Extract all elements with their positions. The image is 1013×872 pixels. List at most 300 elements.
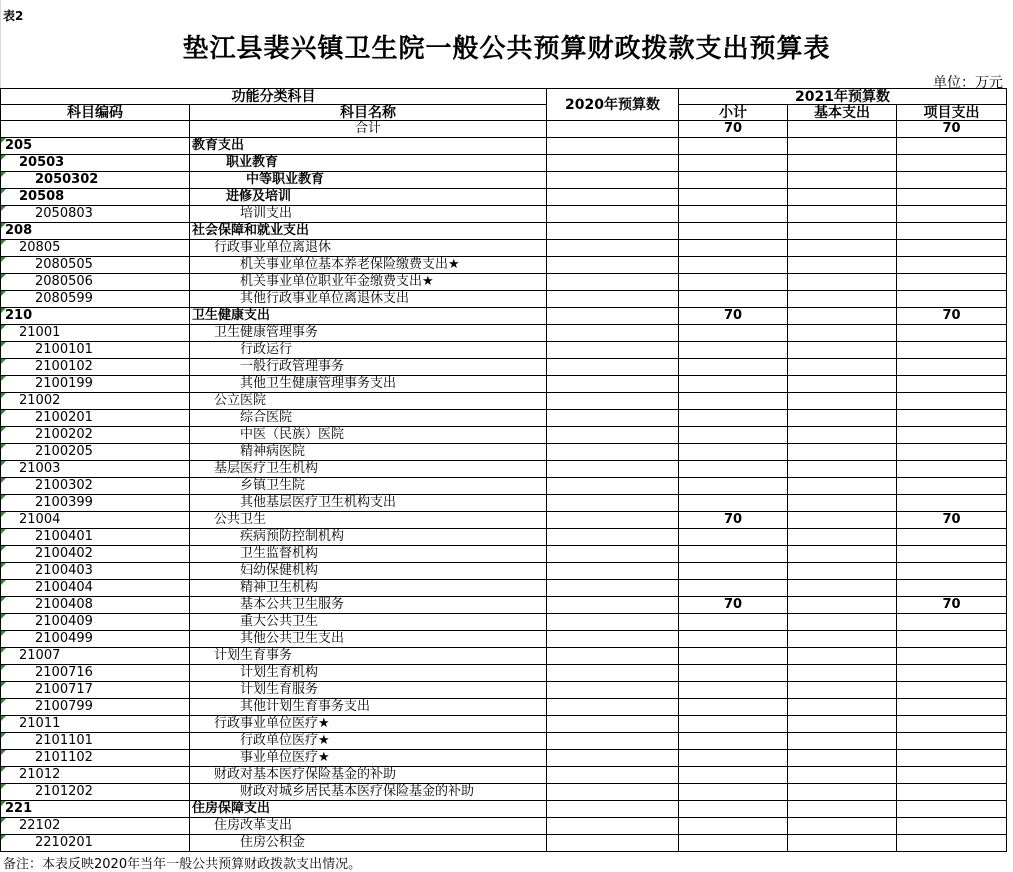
row-subtotal — [679, 393, 788, 410]
row-basic — [788, 359, 897, 376]
row-project — [897, 665, 1007, 682]
row-basic — [788, 716, 897, 733]
row-subtotal: 70 — [679, 121, 788, 138]
row-2020-value — [547, 172, 679, 189]
row-2020-value — [547, 716, 679, 733]
row-code: 2100409 — [1, 614, 190, 631]
row-name: 重大公共卫生 — [190, 614, 547, 631]
row-2020-value — [547, 427, 679, 444]
row-name: 机关事业单位基本养老保险缴费支出★ — [190, 257, 547, 274]
table-body — [1, 121, 1007, 852]
unit-label: 单位：万元 — [933, 75, 1003, 91]
row-project — [897, 478, 1007, 495]
row-basic — [788, 784, 897, 801]
row-code: 2100102 — [1, 359, 190, 376]
row-name: 妇幼保健机构 — [190, 563, 547, 580]
row-2020-value — [547, 376, 679, 393]
table-row — [1, 274, 1007, 291]
row-2020-value — [547, 325, 679, 342]
row-basic — [788, 223, 897, 240]
row-project — [897, 376, 1007, 393]
row-code: 20805 — [1, 240, 190, 257]
row-subtotal — [679, 206, 788, 223]
row-subtotal — [679, 274, 788, 291]
row-name: 精神卫生机构 — [190, 580, 547, 597]
row-basic — [788, 291, 897, 308]
row-subtotal — [679, 427, 788, 444]
row-project — [897, 750, 1007, 767]
row-project — [897, 155, 1007, 172]
table-row — [1, 461, 1007, 478]
row-code: 2100302 — [1, 478, 190, 495]
row-code: 21007 — [1, 648, 190, 665]
row-code: 2100404 — [1, 580, 190, 597]
row-basic — [788, 461, 897, 478]
table-row — [1, 682, 1007, 699]
row-subtotal — [679, 580, 788, 597]
row-project — [897, 716, 1007, 733]
row-basic — [788, 580, 897, 597]
table-row — [1, 444, 1007, 461]
row-name: 社会保障和就业支出 — [190, 223, 547, 240]
row-basic — [788, 325, 897, 342]
row-project — [897, 495, 1007, 512]
row-2020-value — [547, 580, 679, 597]
row-project — [897, 291, 1007, 308]
row-subtotal — [679, 189, 788, 206]
row-2020-value — [547, 308, 679, 325]
row-subtotal: 70 — [679, 308, 788, 325]
table-row — [1, 716, 1007, 733]
row-name: 其他计划生育事务支出 — [190, 699, 547, 716]
table-row — [1, 597, 1007, 614]
row-basic — [788, 189, 897, 206]
row-basic — [788, 665, 897, 682]
row-subtotal — [679, 699, 788, 716]
row-code: 2100199 — [1, 376, 190, 393]
header-subtotal: 小计 — [679, 105, 788, 121]
row-subtotal — [679, 767, 788, 784]
row-subtotal — [679, 546, 788, 563]
row-2020-value — [547, 138, 679, 155]
row-name: 中医（民族）医院 — [190, 427, 547, 444]
row-subtotal — [679, 376, 788, 393]
row-name: 进修及培训 — [190, 189, 547, 206]
row-project — [897, 274, 1007, 291]
row-code: 2100399 — [1, 495, 190, 512]
row-subtotal — [679, 529, 788, 546]
row-name: 计划生育机构 — [190, 665, 547, 682]
row-basic — [788, 529, 897, 546]
row-name: 机关事业单位职业年金缴费支出★ — [190, 274, 547, 291]
row-2020-value — [547, 410, 679, 427]
row-basic — [788, 376, 897, 393]
row-code: 2100408 — [1, 597, 190, 614]
row-code: 2100202 — [1, 427, 190, 444]
row-subtotal — [679, 835, 788, 852]
row-basic — [788, 155, 897, 172]
table-row — [1, 665, 1007, 682]
row-name: 其他行政事业单位离退休支出 — [190, 291, 547, 308]
table-row — [1, 631, 1007, 648]
row-project — [897, 784, 1007, 801]
row-code: 210 — [1, 308, 190, 325]
row-project — [897, 444, 1007, 461]
row-project — [897, 427, 1007, 444]
row-2020-value — [547, 393, 679, 410]
row-code — [1, 121, 190, 138]
row-name: 住房保障支出 — [190, 801, 547, 818]
row-code: 21002 — [1, 393, 190, 410]
row-2020-value — [547, 648, 679, 665]
table-row — [1, 206, 1007, 223]
row-basic — [788, 444, 897, 461]
row-subtotal — [679, 818, 788, 835]
row-basic — [788, 648, 897, 665]
row-subtotal — [679, 801, 788, 818]
footnote: 备注：本表反映2020年当年一般公共预算财政拨款支出情况。 — [3, 857, 362, 872]
row-project — [897, 733, 1007, 750]
row-basic — [788, 121, 897, 138]
row-subtotal — [679, 155, 788, 172]
budget-table — [0, 88, 1007, 852]
table-row — [1, 325, 1007, 342]
row-code: 2100101 — [1, 342, 190, 359]
row-name: 行政事业单位离退休 — [190, 240, 547, 257]
row-code: 22102 — [1, 818, 190, 835]
row-project — [897, 529, 1007, 546]
row-name: 住房改革支出 — [190, 818, 547, 835]
table-row — [1, 257, 1007, 274]
row-2020-value — [547, 257, 679, 274]
row-code: 2100717 — [1, 682, 190, 699]
row-basic — [788, 563, 897, 580]
row-2020-value — [547, 631, 679, 648]
row-code: 208 — [1, 223, 190, 240]
row-project — [897, 801, 1007, 818]
row-2020-value — [547, 444, 679, 461]
row-code: 2050302 — [1, 172, 190, 189]
row-project — [897, 699, 1007, 716]
row-2020-value — [547, 818, 679, 835]
row-name: 其他基层医疗卫生机构支出 — [190, 495, 547, 512]
row-code: 2100403 — [1, 563, 190, 580]
row-subtotal — [679, 648, 788, 665]
row-subtotal — [679, 495, 788, 512]
row-subtotal: 70 — [679, 597, 788, 614]
row-2020-value — [547, 155, 679, 172]
row-2020-value — [547, 274, 679, 291]
row-subtotal — [679, 750, 788, 767]
row-2020-value — [547, 342, 679, 359]
row-code: 20508 — [1, 189, 190, 206]
row-subtotal — [679, 733, 788, 750]
row-name: 行政运行 — [190, 342, 547, 359]
table-row — [1, 529, 1007, 546]
row-name: 行政单位医疗★ — [190, 733, 547, 750]
table-row — [1, 121, 1007, 138]
row-subtotal — [679, 291, 788, 308]
row-2020-value — [547, 461, 679, 478]
row-code: 2080506 — [1, 274, 190, 291]
row-project — [897, 563, 1007, 580]
row-name: 卫生健康支出 — [190, 308, 547, 325]
table-row — [1, 155, 1007, 172]
row-2020-value — [547, 784, 679, 801]
row-project — [897, 257, 1007, 274]
row-code: 2100402 — [1, 546, 190, 563]
row-code: 2100499 — [1, 631, 190, 648]
row-name: 其他卫生健康管理事务支出 — [190, 376, 547, 393]
row-subtotal — [679, 444, 788, 461]
row-basic — [788, 512, 897, 529]
table-row — [1, 308, 1007, 325]
row-project — [897, 682, 1007, 699]
table-row — [1, 512, 1007, 529]
table-row — [1, 750, 1007, 767]
row-subtotal — [679, 682, 788, 699]
table-row — [1, 223, 1007, 240]
row-project — [897, 223, 1007, 240]
row-project: 70 — [897, 512, 1007, 529]
row-name: 疾病预防控制机构 — [190, 529, 547, 546]
table-row — [1, 648, 1007, 665]
row-basic — [788, 801, 897, 818]
row-2020-value — [547, 665, 679, 682]
row-subtotal — [679, 138, 788, 155]
row-subtotal — [679, 614, 788, 631]
row-2020-value — [547, 206, 679, 223]
row-2020-value — [547, 189, 679, 206]
table-row — [1, 801, 1007, 818]
row-project — [897, 325, 1007, 342]
table-row — [1, 359, 1007, 376]
table-row — [1, 138, 1007, 155]
row-2020-value — [547, 291, 679, 308]
row-name: 基本公共卫生服务 — [190, 597, 547, 614]
row-basic — [788, 478, 897, 495]
row-2020-value — [547, 529, 679, 546]
header-2020-budget: 2020年预算数 — [547, 89, 679, 121]
row-basic — [788, 750, 897, 767]
row-subtotal — [679, 461, 788, 478]
row-basic — [788, 682, 897, 699]
row-basic — [788, 172, 897, 189]
row-2020-value — [547, 614, 679, 631]
row-basic — [788, 835, 897, 852]
row-2020-value — [547, 682, 679, 699]
table-row — [1, 376, 1007, 393]
table-row — [1, 546, 1007, 563]
row-subtotal — [679, 716, 788, 733]
row-basic — [788, 308, 897, 325]
row-subtotal — [679, 240, 788, 257]
row-name: 公立医院 — [190, 393, 547, 410]
row-name: 计划生育事务 — [190, 648, 547, 665]
row-code: 2101101 — [1, 733, 190, 750]
row-subtotal — [679, 631, 788, 648]
row-code: 2050803 — [1, 206, 190, 223]
row-code: 21012 — [1, 767, 190, 784]
table-row — [1, 767, 1007, 784]
table-row — [1, 818, 1007, 835]
row-2020-value — [547, 597, 679, 614]
row-basic — [788, 733, 897, 750]
row-name: 基层医疗卫生机构 — [190, 461, 547, 478]
row-basic — [788, 138, 897, 155]
table-row — [1, 240, 1007, 257]
row-2020-value — [547, 563, 679, 580]
row-basic — [788, 206, 897, 223]
row-subtotal — [679, 342, 788, 359]
row-2020-value — [547, 835, 679, 852]
row-name: 一般行政管理事务 — [190, 359, 547, 376]
row-basic — [788, 342, 897, 359]
row-name: 教育支出 — [190, 138, 547, 155]
row-project — [897, 359, 1007, 376]
row-name: 精神病医院 — [190, 444, 547, 461]
row-code: 2100201 — [1, 410, 190, 427]
row-2020-value — [547, 801, 679, 818]
row-basic — [788, 410, 897, 427]
table-row — [1, 835, 1007, 852]
row-code: 205 — [1, 138, 190, 155]
row-project — [897, 614, 1007, 631]
header-basic: 基本支出 — [788, 105, 897, 121]
row-name: 合计 — [190, 121, 547, 138]
row-name: 中等职业教育 — [190, 172, 547, 189]
table-number: 表2 — [3, 9, 24, 23]
table-row — [1, 478, 1007, 495]
row-code: 21003 — [1, 461, 190, 478]
table-row — [1, 427, 1007, 444]
row-name: 其他公共卫生支出 — [190, 631, 547, 648]
row-name: 财政对城乡居民基本医疗保险基金的补助 — [190, 784, 547, 801]
row-code: 2100205 — [1, 444, 190, 461]
row-name: 财政对基本医疗保险基金的补助 — [190, 767, 547, 784]
row-2020-value — [547, 478, 679, 495]
row-code: 2100716 — [1, 665, 190, 682]
row-subtotal — [679, 563, 788, 580]
row-name: 卫生监督机构 — [190, 546, 547, 563]
row-subtotal — [679, 325, 788, 342]
row-project: 70 — [897, 308, 1007, 325]
header-name: 科目名称 — [190, 105, 547, 121]
row-code: 20503 — [1, 155, 190, 172]
row-2020-value — [547, 733, 679, 750]
header-2021-budget: 2021年预算数 — [679, 89, 1007, 105]
row-basic — [788, 767, 897, 784]
row-subtotal — [679, 784, 788, 801]
row-name: 职业教育 — [190, 155, 547, 172]
row-project — [897, 461, 1007, 478]
row-code: 2100401 — [1, 529, 190, 546]
table-row — [1, 410, 1007, 427]
row-name: 培训支出 — [190, 206, 547, 223]
row-project — [897, 818, 1007, 835]
row-basic — [788, 393, 897, 410]
row-code: 2080599 — [1, 291, 190, 308]
row-name: 乡镇卫生院 — [190, 478, 547, 495]
header-project: 项目支出 — [897, 105, 1007, 121]
row-code: 21011 — [1, 716, 190, 733]
row-subtotal — [679, 172, 788, 189]
row-name: 计划生育服务 — [190, 682, 547, 699]
table-row — [1, 342, 1007, 359]
row-project — [897, 410, 1007, 427]
row-subtotal — [679, 257, 788, 274]
row-project — [897, 342, 1007, 359]
row-2020-value — [547, 750, 679, 767]
row-basic — [788, 614, 897, 631]
row-basic — [788, 427, 897, 444]
row-2020-value — [547, 359, 679, 376]
row-project — [897, 138, 1007, 155]
row-2020-value — [547, 546, 679, 563]
row-name: 综合医院 — [190, 410, 547, 427]
row-project — [897, 648, 1007, 665]
row-basic — [788, 274, 897, 291]
row-name: 住房公积金 — [190, 835, 547, 852]
row-2020-value — [547, 767, 679, 784]
row-2020-value — [547, 240, 679, 257]
row-project — [897, 835, 1007, 852]
row-name: 卫生健康管理事务 — [190, 325, 547, 342]
row-2020-value — [547, 495, 679, 512]
row-name: 事业单位医疗★ — [190, 750, 547, 767]
table-row — [1, 291, 1007, 308]
table-row — [1, 495, 1007, 512]
row-subtotal — [679, 223, 788, 240]
header-code: 科目编码 — [1, 105, 190, 121]
table-row — [1, 189, 1007, 206]
row-2020-value — [547, 512, 679, 529]
table-row — [1, 563, 1007, 580]
table-row — [1, 784, 1007, 801]
row-code: 2100799 — [1, 699, 190, 716]
row-name: 公共卫生 — [190, 512, 547, 529]
row-code: 2101102 — [1, 750, 190, 767]
table-row — [1, 393, 1007, 410]
table-row — [1, 172, 1007, 189]
page-title: 垫江县裴兴镇卫生院一般公共预算财政拨款支出预算表 — [182, 34, 831, 64]
row-2020-value — [547, 699, 679, 716]
row-subtotal — [679, 665, 788, 682]
header-row-1 — [1, 89, 1007, 105]
header-row-2 — [1, 105, 1007, 121]
row-code: 2210201 — [1, 835, 190, 852]
row-project — [897, 206, 1007, 223]
row-project — [897, 546, 1007, 563]
header-func-group: 功能分类科目 — [1, 89, 547, 105]
table-row — [1, 614, 1007, 631]
row-basic — [788, 818, 897, 835]
row-project — [897, 631, 1007, 648]
row-2020-value — [547, 223, 679, 240]
row-subtotal — [679, 359, 788, 376]
row-project — [897, 189, 1007, 206]
row-basic — [788, 240, 897, 257]
row-code: 21001 — [1, 325, 190, 342]
row-subtotal — [679, 478, 788, 495]
row-code: 2080505 — [1, 257, 190, 274]
row-project — [897, 240, 1007, 257]
row-project — [897, 172, 1007, 189]
row-project — [897, 580, 1007, 597]
row-code: 2101202 — [1, 784, 190, 801]
row-basic — [788, 699, 897, 716]
row-basic — [788, 495, 897, 512]
